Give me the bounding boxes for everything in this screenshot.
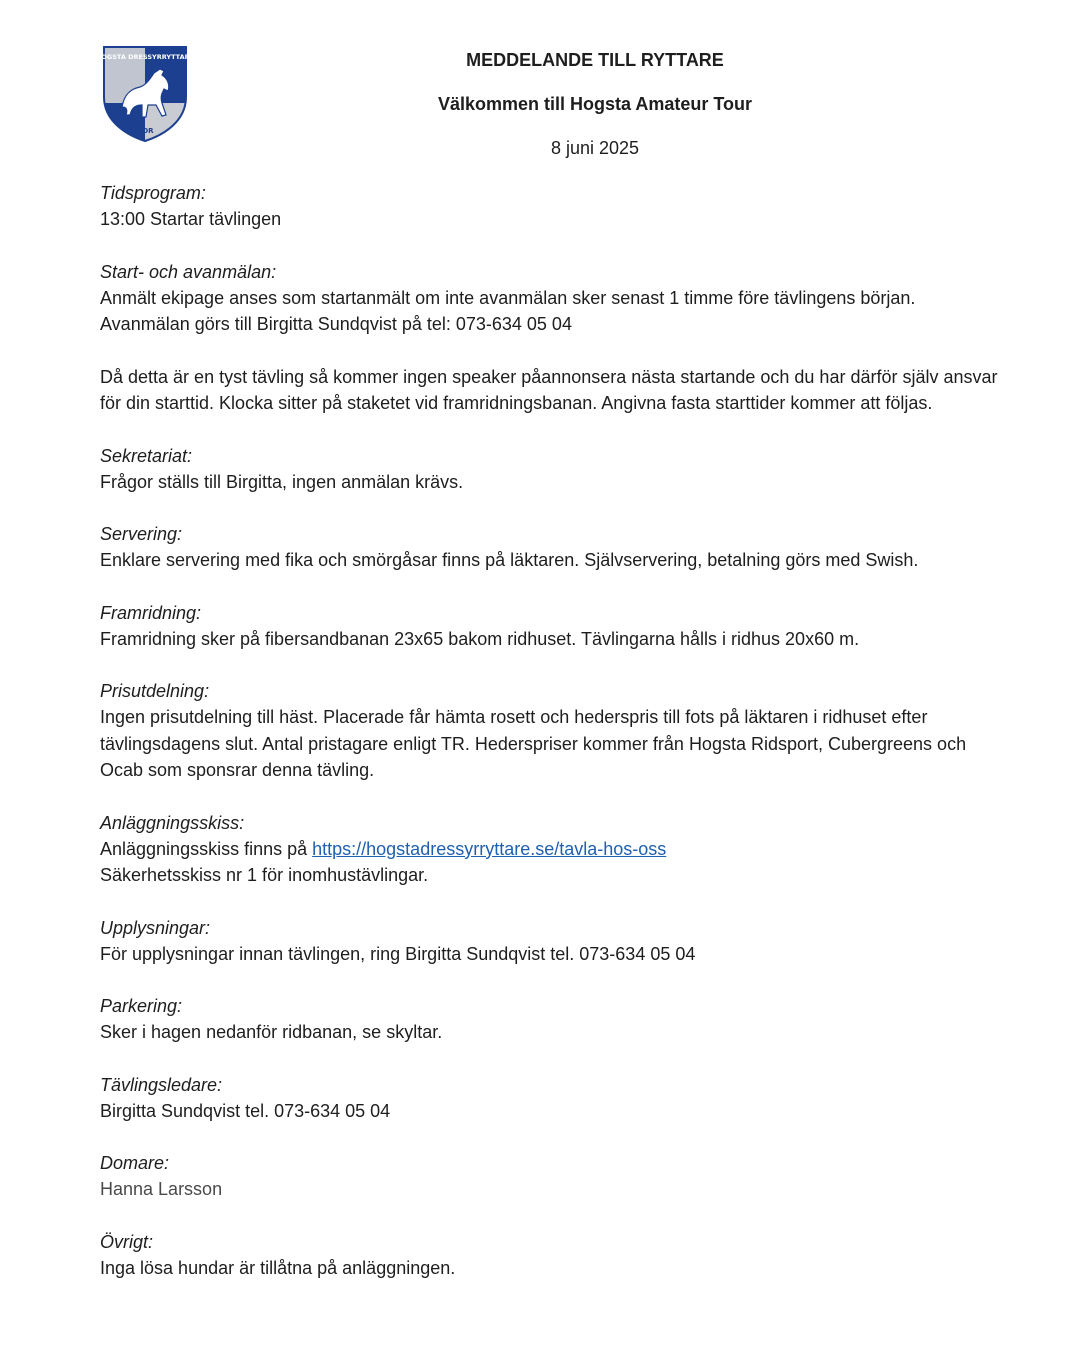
section-label: Sekretariat:	[100, 445, 193, 466]
section-prisutdelning	[100, 678, 1005, 784]
section-label: Parkering:	[100, 996, 183, 1016]
section-parkering	[100, 993, 1005, 1046]
section-text: Då detta är en tyst tävling så kommer ingen speaker påannonsera nästa startande och du har därför själv ansvar för din starttid. Klocka sitter på staketet vid framridningsbanan. Angivna fasta starttider kommer att följas.	[100, 366, 998, 413]
logo-ring-text: HOGSTA DRESSYRRYTTARE	[95, 53, 195, 61]
section-text: Säkerhetsskiss nr 1 för inomhustävlingar.	[100, 865, 429, 885]
section-label: Servering:	[100, 524, 183, 544]
section-label: Domare:	[100, 1153, 170, 1173]
section-text: Hanna Larsson	[100, 1179, 223, 1199]
section-text	[100, 836, 1005, 863]
section-upplysningar	[100, 915, 1005, 968]
section-label: Upplysningar:	[100, 917, 211, 938]
section-label: Prisutdelning:	[100, 681, 210, 701]
section-text: För upplysningar innan tävlingen, ring Birgitta Sundqvist tel. 073-634 05 04	[100, 943, 696, 964]
document-subtitle: Välkommen till Hogsta Amateur Tour	[437, 94, 753, 114]
section-text: Ingen prisutdelning till häst. Placerade får hämta rosett och hederspris till fots på läktaren i ridhuset efter tävlingsdagens slut. Antal pristagare enligt TR. Hederspriser kommer från Hogsta Ridsport, Cubergreens och Ocab som sponsrar denna tävling.	[100, 707, 967, 780]
document-date: 8 juni 2025	[550, 138, 640, 158]
section-tavlingsledare	[100, 1072, 1005, 1125]
section-label: Övrigt:	[100, 1231, 154, 1252]
section-text: Inga lösa hundar är tillåtna på anläggningen.	[100, 1257, 456, 1278]
section-label: Start- och avanmälan:	[100, 261, 277, 282]
logo-initials: HDR	[136, 127, 154, 135]
section-text: Birgitta Sundqvist tel. 073-634 05 04	[100, 1100, 391, 1121]
club-logo	[95, 45, 195, 143]
section-tidsprogram	[100, 180, 1005, 233]
link-prefix-text: Anläggningsskiss finns på	[100, 838, 313, 859]
section-label: Framridning:	[100, 602, 202, 623]
document-body	[100, 180, 1005, 1307]
section-text: Enklare servering med fika och smörgåsar finns på läktaren. Självservering, betalning görs med Swish.	[100, 550, 919, 570]
section-start-avanmalan	[100, 259, 1005, 417]
section-label: Anläggningsskiss:	[100, 812, 245, 833]
section-text: 13:00 Startar tävlingen	[100, 209, 282, 229]
section-framridning	[100, 600, 1005, 653]
section-servering	[100, 521, 1005, 574]
section-label: Tidsprogram:	[100, 183, 206, 203]
section-text: Framridning sker på fibersandbanan 23x65 bakom ridhuset. Tävlingarna hålls i ridhus 20x60 m.	[100, 628, 860, 649]
section-text: Sker i hagen nedanför ridbanan, se skyltar.	[100, 1022, 443, 1042]
section-text: Anmält ekipage anses som startanmält om inte avanmälan sker senast 1 timme före tävlingens början. Avanmälan görs till Birgitta Sundqvist på tel: 073-634 05 04	[100, 287, 916, 334]
section-label: Tävlingsledare:	[100, 1074, 223, 1095]
document-title: MEDDELANDE TILL RYTTARE	[466, 50, 724, 70]
section-domare	[100, 1150, 1005, 1203]
facility-sketch-link[interactable]: https://hogstadressyrryttare.se/tavla-hos-oss	[312, 838, 667, 859]
section-text: Frågor ställs till Birgitta, ingen anmälan krävs.	[100, 471, 464, 492]
section-sekretariat	[100, 443, 1005, 496]
section-anlaggningsskiss	[100, 810, 1005, 889]
section-ovrigt	[100, 1229, 1005, 1282]
